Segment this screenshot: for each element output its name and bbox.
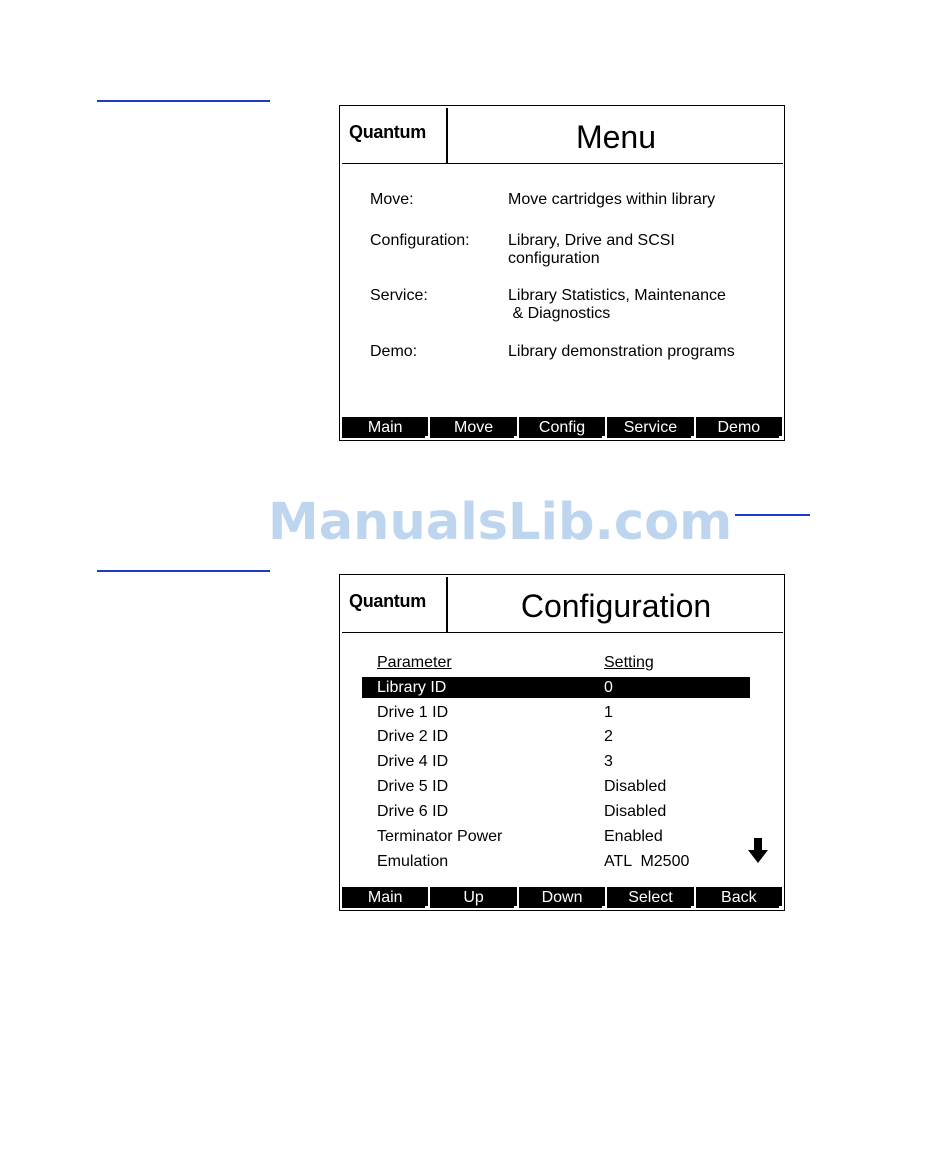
- cross-reference-link[interactable]: [735, 514, 810, 516]
- param-row-drive-6-id[interactable]: [362, 801, 750, 822]
- softkey-main[interactable]: Main: [342, 887, 430, 908]
- softkey-select[interactable]: Select: [607, 887, 695, 908]
- quantum-logo: Quantum: [349, 122, 426, 142]
- param-value: Disabled: [604, 778, 667, 795]
- softkey-main[interactable]: Main: [342, 417, 430, 438]
- column-header-setting: Setting: [604, 654, 654, 671]
- section-rule-bottom: [97, 570, 270, 572]
- param-row-library-id[interactable]: [362, 677, 750, 698]
- screen-title: Configuration: [520, 588, 712, 624]
- softkey-bar: [342, 887, 782, 908]
- param-name: Terminator Power: [377, 828, 503, 845]
- param-value: 0: [604, 679, 613, 696]
- menu-desc-configuration: Library, Drive and SCSI configuration: [508, 232, 675, 267]
- softkey-back[interactable]: Back: [696, 887, 782, 908]
- softkey-demo[interactable]: Demo: [696, 417, 782, 438]
- softkey-config[interactable]: Config: [519, 417, 607, 438]
- param-value: 3: [604, 753, 613, 770]
- softkey-down[interactable]: Down: [519, 887, 607, 908]
- screen-header: [340, 106, 784, 164]
- menu-desc-demo: Library demonstration programs: [508, 343, 735, 360]
- param-name: Drive 5 ID: [377, 778, 449, 795]
- param-value: ATL M2500: [604, 853, 690, 870]
- menu-desc-move: Move cartridges within library: [508, 191, 716, 208]
- menu-item-demo[interactable]: Demo:: [370, 343, 418, 360]
- header-underline: [342, 632, 783, 633]
- configuration-screen: [339, 574, 785, 911]
- menu-desc-service: Library Statistics, Maintenance & Diagnostics: [508, 287, 726, 322]
- menu-screen: [339, 105, 785, 441]
- screen-title: Menu: [575, 119, 657, 155]
- menu-item-move[interactable]: Move:: [370, 191, 414, 208]
- param-name: Drive 2 ID: [377, 728, 449, 745]
- column-header-parameter: Parameter: [377, 654, 452, 671]
- section-rule-top: [97, 100, 270, 102]
- param-row-drive-2-id[interactable]: [362, 726, 750, 747]
- header-underline: [342, 163, 783, 164]
- screen-header: [340, 575, 784, 633]
- param-name: Drive 1 ID: [377, 704, 449, 721]
- param-name: Library ID: [377, 679, 447, 696]
- down-arrow-icon[interactable]: [747, 838, 769, 864]
- softkey-bar: [342, 417, 782, 438]
- menu-item-service[interactable]: Service:: [370, 287, 428, 304]
- param-row-drive-5-id[interactable]: [362, 776, 750, 797]
- param-name: Drive 6 ID: [377, 803, 449, 820]
- param-name: Drive 4 ID: [377, 753, 449, 770]
- param-value: 2: [604, 728, 613, 745]
- param-value: Disabled: [604, 803, 667, 820]
- param-row-emulation[interactable]: [362, 851, 750, 872]
- param-row-terminator-power[interactable]: [362, 826, 750, 847]
- menu-item-configuration[interactable]: Configuration:: [370, 232, 470, 249]
- param-value: 1: [604, 704, 613, 721]
- softkey-service[interactable]: Service: [607, 417, 695, 438]
- softkey-up[interactable]: Up: [430, 887, 518, 908]
- param-name: Emulation: [377, 853, 449, 870]
- watermark: ManualsLib.com: [268, 493, 733, 552]
- param-row-drive-4-id[interactable]: [362, 751, 750, 772]
- quantum-logo: Quantum: [349, 591, 426, 611]
- param-row-drive-1-id[interactable]: [362, 702, 750, 723]
- param-value: Enabled: [604, 828, 663, 845]
- softkey-move[interactable]: Move: [430, 417, 518, 438]
